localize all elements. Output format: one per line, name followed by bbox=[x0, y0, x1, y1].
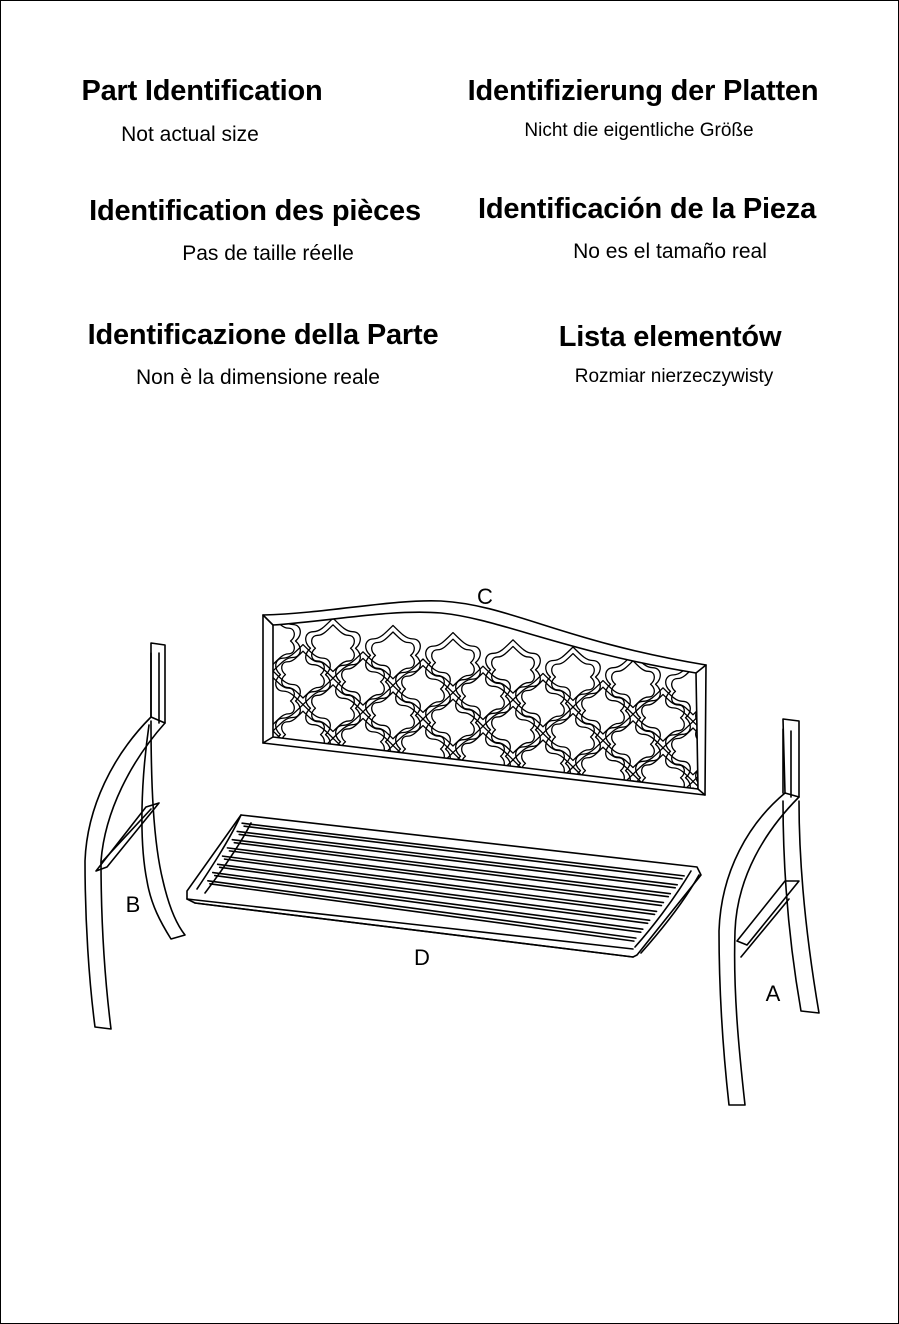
lattice-tile-inner bbox=[702, 822, 745, 869]
heading-italian: Identificazione della Parte bbox=[87, 319, 439, 351]
subtitle-polish: Rozmiar nierzeczywisty bbox=[574, 366, 774, 387]
lattice-tile bbox=[696, 935, 751, 995]
lattice-tile bbox=[696, 755, 751, 815]
part-label-c: C bbox=[477, 584, 493, 609]
bench-parts-illustration bbox=[1, 1, 898, 1323]
lattice-tile bbox=[276, 765, 331, 825]
lattice-tile bbox=[486, 640, 541, 700]
lattice-tile-inner bbox=[672, 908, 715, 955]
lattice-tile-inner bbox=[702, 762, 745, 809]
lattice-tile-inner bbox=[672, 848, 715, 895]
part-label-b: B bbox=[125, 892, 141, 917]
lattice-tile bbox=[336, 772, 391, 832]
lattice-tile bbox=[456, 726, 511, 786]
lattice-tile-inner bbox=[672, 788, 715, 835]
lattice-tile bbox=[276, 645, 331, 705]
lattice-tile bbox=[606, 654, 661, 714]
part-label-a: A bbox=[765, 981, 781, 1006]
lattice-tile-inner bbox=[582, 807, 625, 854]
lattice-tile-inner bbox=[702, 942, 745, 989]
lattice-tile-inner bbox=[672, 668, 715, 715]
lattice-tile-inner bbox=[522, 800, 565, 847]
part-a-right-frame bbox=[719, 719, 819, 1105]
lattice-tile bbox=[486, 700, 541, 760]
lattice-tile bbox=[396, 659, 451, 719]
lattice-tile bbox=[516, 673, 571, 733]
part-c-back-panel bbox=[246, 601, 751, 995]
lattice-tile bbox=[696, 695, 751, 755]
lattice-tile bbox=[276, 705, 331, 765]
heading-french: Identification des pièces bbox=[89, 195, 421, 227]
lattice-tile bbox=[666, 841, 721, 901]
lattice-tile bbox=[306, 618, 361, 678]
lattice-tile bbox=[426, 633, 481, 693]
lattice-tile bbox=[636, 808, 691, 868]
lattice-tile bbox=[636, 688, 691, 748]
lattice-tile bbox=[546, 647, 601, 707]
lattice-tile bbox=[576, 801, 631, 861]
heading-spanish: Identificación de la Pieza bbox=[477, 193, 817, 225]
lattice-tile-inner bbox=[642, 814, 685, 861]
subtitle-french: Pas de taille réelle bbox=[182, 242, 354, 265]
lattice-tile-inner bbox=[462, 793, 505, 840]
lattice-tile bbox=[666, 661, 721, 721]
lattice-tile bbox=[456, 786, 511, 846]
lattice-tile bbox=[336, 712, 391, 772]
lattice-tile bbox=[306, 678, 361, 738]
lattice-tile bbox=[576, 741, 631, 801]
lattice-tile-inner bbox=[402, 786, 445, 833]
heading-polish: Lista elementów bbox=[558, 321, 782, 353]
part-b-left-frame bbox=[85, 643, 185, 1029]
lattice-tile bbox=[366, 685, 421, 745]
lattice-tile-inner bbox=[702, 702, 745, 749]
lattice-tile bbox=[546, 707, 601, 767]
lattice-tile bbox=[636, 748, 691, 808]
lattice-tile bbox=[606, 894, 661, 954]
lattice-tile bbox=[396, 719, 451, 779]
subtitle-italian: Non è la dimensione reale bbox=[136, 366, 380, 389]
lattice-tile-inner bbox=[282, 771, 325, 818]
lattice-tile-inner bbox=[342, 778, 385, 825]
part-label-d: D bbox=[414, 945, 430, 970]
lattice-tile bbox=[666, 721, 721, 781]
lattice-tile bbox=[696, 875, 751, 935]
lattice-tile bbox=[576, 681, 631, 741]
lattice-tile bbox=[666, 901, 721, 961]
lattice-tile bbox=[456, 666, 511, 726]
lattice-tile bbox=[606, 714, 661, 774]
lattice-tile bbox=[396, 779, 451, 839]
lattice-tile bbox=[516, 733, 571, 793]
heading-english: Part Identification bbox=[81, 75, 323, 107]
part-d-seat bbox=[187, 815, 701, 957]
heading-german: Identifizierung der Platten bbox=[467, 75, 819, 107]
subtitle-english: Not actual size bbox=[121, 123, 259, 146]
lattice-tile bbox=[426, 693, 481, 753]
lattice-tile bbox=[666, 781, 721, 841]
lattice-tile bbox=[336, 652, 391, 712]
lattice-tile bbox=[516, 793, 571, 853]
subtitle-spanish: No es el tamaño real bbox=[573, 240, 767, 263]
lattice-tile-inner bbox=[432, 759, 475, 806]
subtitle-german: Nicht die eigentliche Größe bbox=[524, 120, 754, 141]
lattice-tile bbox=[366, 625, 421, 685]
